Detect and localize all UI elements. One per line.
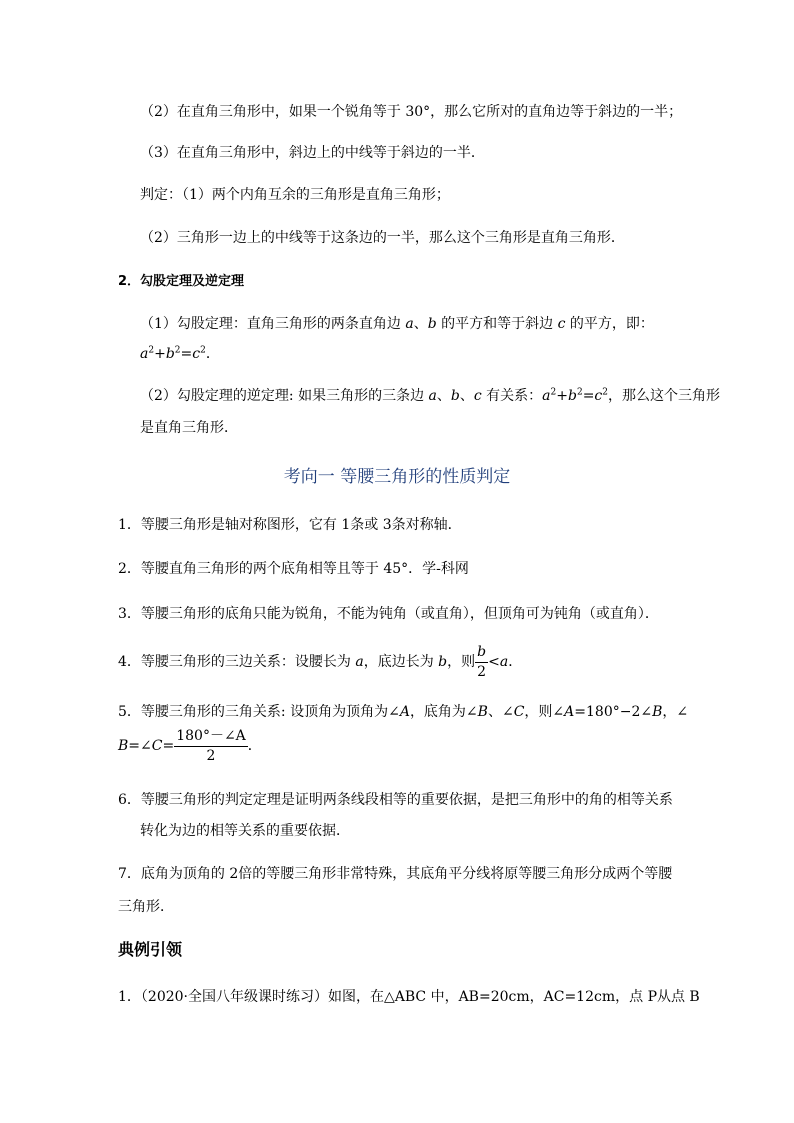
paragraph-property-2: （2）在直角三角形中，如果一个锐角等于 30°，那么它所对的直角边等于斜边的一半； [140,104,683,120]
section-heading: 考向一 等腰三角形的性质判定 [283,467,511,487]
list-item-6-line1: 6．等腰三角形的判定定理是证明两条线段相等的重要依据，是把三角形中的角的相等关系 [118,792,673,808]
question-1: 1．（2020·全国八年级课时练习）如图，在△ABC 中，AB=20cm，AC=12cm，点 P从点 B [118,989,700,1005]
fraction-b-over-2: $\frac{b}{2}$ [477,643,487,680]
list-item-5-line1: 5．等腰三角形的三角关系: 设顶角为顶角为∠A，底角为∠B、∠C，则∠A=180°−2∠B，∠ [118,704,689,720]
list-item-1: 1．等腰三角形是轴对称图形，它有 1条或 3条对称轴． [118,517,462,533]
list-item-4: 4．等腰三角形的三边关系：设腰长为 a，底边长为 b，则 $\frac{b}{2}$ <a． [118,643,523,680]
paragraph-property-3: （3）在直角三角形中，斜边上的中线等于斜边的一半． [140,145,485,161]
list-item-5-line2: B=∠C= $\frac{180^\circ-\angle A}{2}$ ． [118,727,262,764]
examples-section-title: 典例引领 [118,940,183,959]
pythagorean-formula: $a^2+b^2=c^2$． [140,345,220,362]
list-item-2: 2．等腰直角三角形的两个底角相等且等于 45°．学-科网 [118,561,469,577]
converse-theorem-line1: （2）勾股定理的逆定理: 如果三角形的三条边 a、b、c 有关系：$a^2+b^2=c^2$，那么这个三角形 [140,387,720,404]
subsection-title: 2．勾股定理及逆定理 [118,274,245,289]
converse-theorem-line2: 是直角三角形． [140,420,238,436]
fraction-base-angle: $\frac{180^\circ-\angle A}{2}$ [176,727,246,764]
list-item-3: 3．等腰三角形的底角只能为锐角，不能为钝角（或直角），但顶角可为钝角（或直角）． [118,606,659,622]
list-item-7-line2: 三角形． [118,899,174,915]
paragraph-judgement-2: （2）三角形一边上的中线等于这条边的一半，那么这个三角形是直角三角形． [140,230,625,246]
list-item-7-line1: 7．底角为顶角的 2倍的等腰三角形非常特殊，其底角平分线将原等腰三角形分成两个等腰 [118,866,673,882]
pythagorean-theorem-line1: （1）勾股定理：直角三角形的两条直角边 a、b 的平方和等于斜边 c 的平方，即： [140,316,654,332]
list-item-6-line2: 转化为边的相等关系的重要依据． [140,823,350,839]
paragraph-judgement-1: 判定：（1）两个内角互余的三角形是直角三角形； [140,187,450,203]
